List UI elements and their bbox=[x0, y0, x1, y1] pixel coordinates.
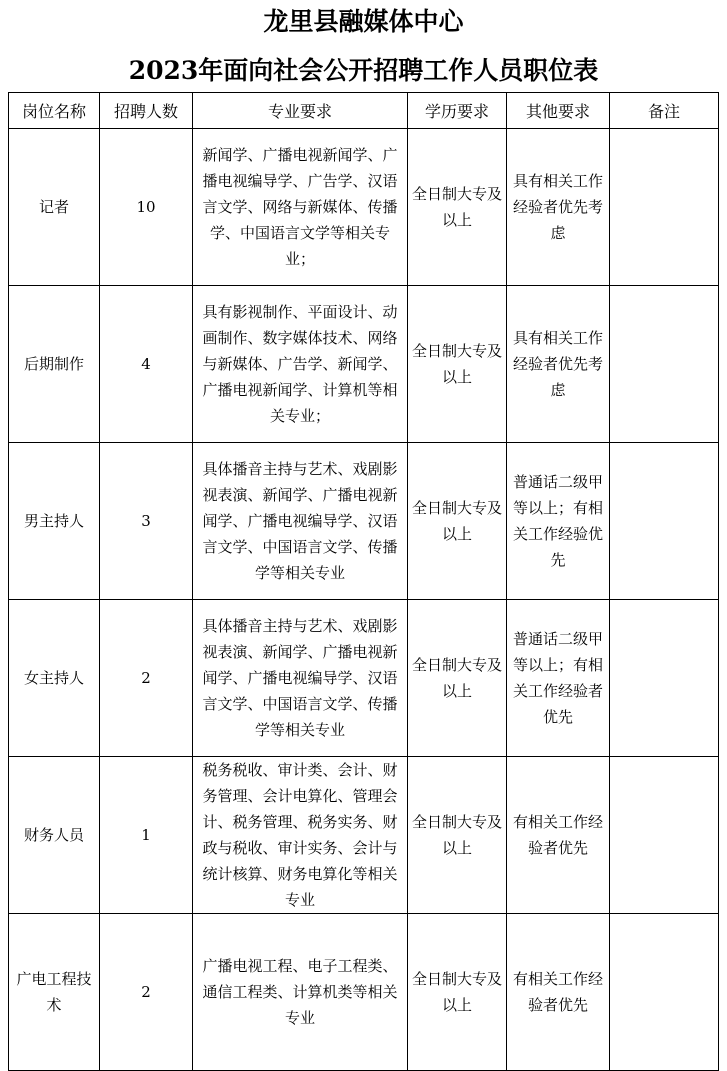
education-cell: 全日制大专及以上 bbox=[408, 600, 507, 757]
header-education: 学历要求 bbox=[408, 93, 507, 129]
count-cell: 3 bbox=[100, 443, 193, 600]
note-cell bbox=[610, 600, 719, 757]
major-cell: 具体播音主持与艺术、戏剧影视表演、新闻学、广播电视新闻学、广播电视编导学、汉语言文学、中国语言文学、传播学等相关专业 bbox=[193, 600, 408, 757]
header-note: 备注 bbox=[610, 93, 719, 129]
note-cell bbox=[610, 757, 719, 914]
table-row bbox=[9, 914, 719, 1071]
major-cell: 税务税收、审计类、会计、财务管理、会计电算化、管理会计、税务管理、税务实务、财政与税收、审计实务、会计与统计核算、财务电算化等相关专业 bbox=[193, 757, 408, 914]
position-cell: 财务人员 bbox=[9, 757, 100, 914]
position-cell: 记者 bbox=[9, 129, 100, 286]
table-header-row bbox=[9, 93, 719, 129]
other-cell: 普通话二级甲等以上；有相关工作经验者优先 bbox=[507, 600, 610, 757]
job-positions-table bbox=[8, 92, 719, 1071]
count-cell: 2 bbox=[100, 914, 193, 1071]
document-subtitle: 2023年面向社会公开招聘工作人员职位表 bbox=[128, 56, 599, 85]
table-row bbox=[9, 600, 719, 757]
table-row bbox=[9, 757, 719, 914]
count-cell: 10 bbox=[100, 129, 193, 286]
header-count: 招聘人数 bbox=[100, 93, 193, 129]
education-cell: 全日制大专及以上 bbox=[408, 914, 507, 1071]
header-position: 岗位名称 bbox=[9, 93, 100, 129]
position-cell: 后期制作 bbox=[9, 286, 100, 443]
major-cell: 新闻学、广播电视新闻学、广播电视编导学、广告学、汉语言文学、网络与新媒体、传播学、中国语言文学等相关专业； bbox=[193, 129, 408, 286]
position-cell: 广电工程技术 bbox=[9, 914, 100, 1071]
header-other: 其他要求 bbox=[507, 93, 610, 129]
document-title: 龙里县融媒体中心 bbox=[263, 7, 464, 36]
other-cell: 普通话二级甲等以上；有相关工作经验优先 bbox=[507, 443, 610, 600]
other-cell: 具有相关工作经验者优先考虑 bbox=[507, 286, 610, 443]
note-cell bbox=[610, 443, 719, 600]
note-cell bbox=[610, 914, 719, 1071]
education-cell: 全日制大专及以上 bbox=[408, 286, 507, 443]
major-cell: 具体播音主持与艺术、戏剧影视表演、新闻学、广播电视新闻学、广播电视编导学、汉语言文学、中国语言文学、传播学等相关专业 bbox=[193, 443, 408, 600]
other-cell: 有相关工作经验者优先 bbox=[507, 914, 610, 1071]
count-cell: 2 bbox=[100, 600, 193, 757]
major-cell: 具有影视制作、平面设计、动画制作、数字媒体技术、网络与新媒体、广告学、新闻学、广播电视新闻学、计算机等相关专业； bbox=[193, 286, 408, 443]
education-cell: 全日制大专及以上 bbox=[408, 443, 507, 600]
table-row bbox=[9, 129, 719, 286]
table-row bbox=[9, 443, 719, 600]
education-cell: 全日制大专及以上 bbox=[408, 129, 507, 286]
count-cell: 4 bbox=[100, 286, 193, 443]
header-major: 专业要求 bbox=[193, 93, 408, 129]
note-cell bbox=[610, 286, 719, 443]
position-cell: 女主持人 bbox=[9, 600, 100, 757]
position-cell: 男主持人 bbox=[9, 443, 100, 600]
count-cell: 1 bbox=[100, 757, 193, 914]
major-cell: 广播电视工程、电子工程类、通信工程类、计算机类等相关专业 bbox=[193, 914, 408, 1071]
other-cell: 具有相关工作经验者优先考虑 bbox=[507, 129, 610, 286]
other-cell: 有相关工作经验者优先 bbox=[507, 757, 610, 914]
table-row bbox=[9, 286, 719, 443]
education-cell: 全日制大专及以上 bbox=[408, 757, 507, 914]
note-cell bbox=[610, 129, 719, 286]
